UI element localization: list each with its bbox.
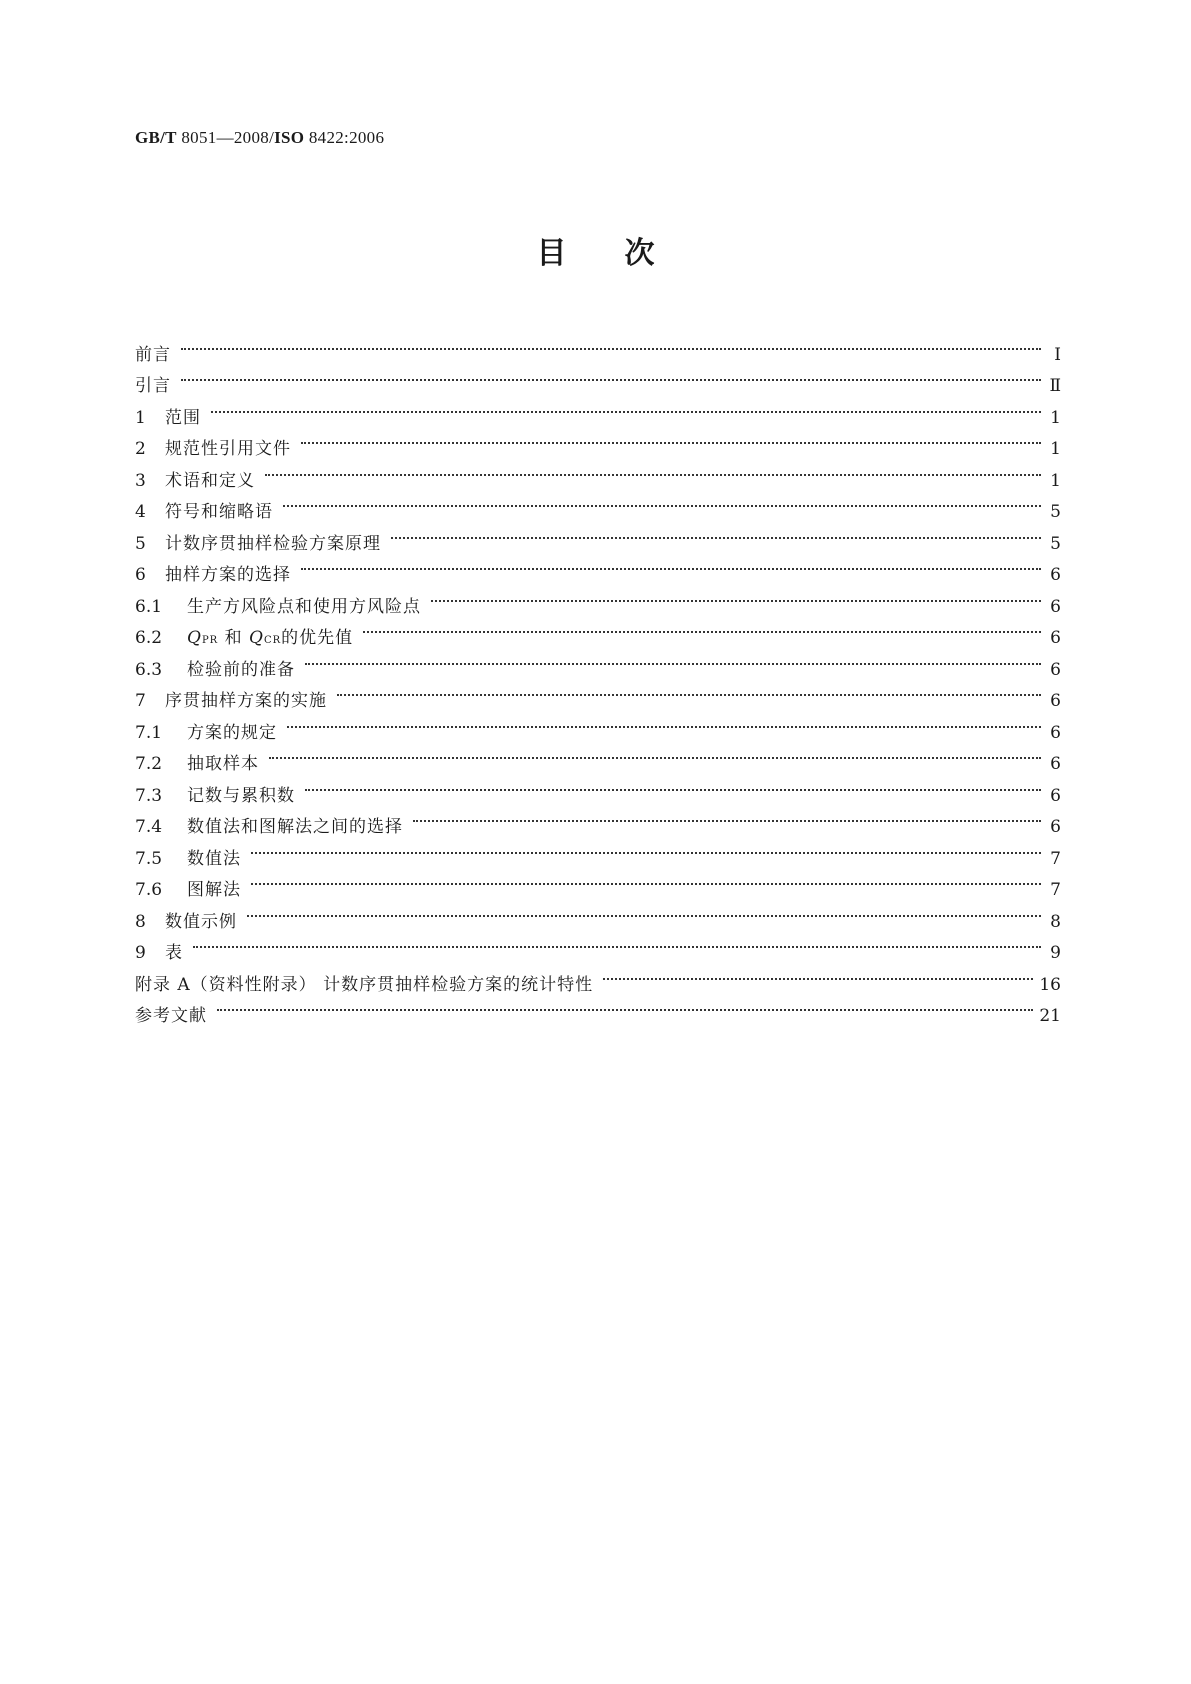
toc-heading: 目次: [536, 236, 713, 271]
toc-entry-7-6[interactable]: [135, 864, 1061, 900]
toc-entry-page: 6: [1050, 722, 1061, 743]
toc-entry-page: 5: [1050, 502, 1061, 522]
toc-entry-page: 9: [1050, 943, 1061, 963]
toc-entry-3[interactable]: [135, 454, 1061, 491]
toc-entry-title: 抽取样本: [187, 754, 259, 774]
toc-entry-number: 3: [135, 470, 146, 491]
toc-entry-number: 7.4: [135, 817, 163, 837]
toc-entry-number: 7.6: [135, 880, 163, 900]
toc-entry-page: 21: [1039, 1006, 1061, 1026]
toc-entry-7-3[interactable]: [135, 769, 1061, 806]
toc-entry-7-2[interactable]: [135, 738, 1061, 774]
toc-entry-title: 符号和缩略语: [165, 502, 273, 522]
table-of-contents: [135, 328, 1061, 1026]
iso-number: 8422:2006: [304, 128, 385, 147]
preferred-values-text: 的优先值: [281, 628, 354, 648]
toc-entry-foreword[interactable]: [135, 328, 1061, 365]
toc-entry-title: 附录 A（资料性附录） 计数序贯抽样检验方案的统计特性: [135, 974, 594, 995]
toc-entry-title: 前言: [135, 344, 171, 365]
standard-code-header: [135, 128, 384, 148]
toc-leader-dots: [301, 423, 1041, 455]
toc-entry-annex-a[interactable]: [135, 958, 1061, 995]
toc-entry-4[interactable]: [135, 486, 1061, 522]
q-pr-symbol: Q: [187, 628, 202, 648]
toc-entry-number: 7.2: [135, 754, 163, 774]
standard-prefix: GB/T: [135, 128, 177, 147]
toc-entry-page: 6: [1050, 754, 1061, 774]
toc-leader-dots: [603, 958, 1033, 990]
toc-entry-page: 5: [1050, 533, 1061, 554]
toc-entry-page: Ⅰ: [1054, 344, 1061, 365]
toc-entry-bibliography[interactable]: [135, 990, 1061, 1026]
toc-leader-dots: [301, 549, 1041, 581]
toc-entry-number: 4: [135, 502, 146, 522]
toc-leader-dots: [181, 360, 1041, 392]
toc-entry-title: 生产方风险点和使用方风险点: [187, 596, 421, 617]
toc-entry-page: 16: [1039, 974, 1061, 995]
toc-leader-dots: [337, 675, 1041, 707]
toc-entry-title: 范围: [165, 407, 201, 428]
toc-leader-dots: [305, 643, 1041, 675]
toc-entry-number: 7.1: [135, 722, 163, 743]
toc-entry-number: 5: [135, 533, 146, 554]
toc-leader-dots: [181, 328, 1041, 360]
toc-entry-5[interactable]: [135, 517, 1061, 554]
toc-entry-page: 7: [1050, 848, 1061, 869]
toc-entry-introduction[interactable]: [135, 360, 1061, 396]
standard-number: 8051—2008/: [176, 128, 275, 147]
toc-entry-page: 6: [1050, 785, 1061, 806]
toc-entry-title: 规范性引用文件: [165, 439, 291, 459]
toc-entry-title: 检验前的准备: [187, 659, 295, 680]
toc-entry-number: 9: [135, 943, 146, 963]
toc-leader-dots: [363, 612, 1041, 644]
toc-entry-page: 1: [1050, 407, 1061, 428]
toc-entry-page: 6: [1050, 596, 1061, 617]
toc-entry-number: 6.1: [135, 596, 163, 617]
toc-entry-number: 6.3: [135, 659, 163, 680]
toc-entry-title: 参考文献: [135, 1006, 207, 1026]
toc-leader-dots: [287, 706, 1041, 738]
toc-entry-title: 数值法: [187, 848, 241, 869]
toc-entry-page: 1: [1050, 439, 1061, 459]
toc-leader-dots: [265, 454, 1041, 486]
toc-entry-title: 记数与累积数: [187, 785, 295, 806]
toc-leader-dots: [251, 864, 1041, 896]
toc-leader-dots: [269, 738, 1041, 770]
toc-entry-page: 6: [1050, 817, 1061, 837]
toc-leader-dots: [193, 927, 1041, 959]
toc-entry-page: 6: [1050, 628, 1061, 648]
toc-entry-title: 引言: [135, 376, 171, 396]
toc-leader-dots: [305, 769, 1041, 801]
toc-leader-dots: [211, 391, 1041, 423]
toc-entry-2[interactable]: [135, 423, 1061, 459]
toc-leader-dots: [217, 990, 1033, 1022]
toc-entry-7-5[interactable]: [135, 832, 1061, 869]
toc-entry-title: 抽样方案的选择: [165, 565, 291, 585]
toc-entry-page: Ⅱ: [1049, 376, 1061, 396]
toc-entry-number: 7.5: [135, 848, 163, 869]
toc-entry-number: 6: [135, 565, 146, 585]
q-cr-symbol: Q: [249, 628, 264, 648]
and-word: 和: [224, 628, 243, 648]
toc-leader-dots: [431, 580, 1041, 612]
toc-entry-number: 2: [135, 439, 146, 459]
toc-entry-title: 图解法: [187, 880, 241, 900]
toc-entry-8[interactable]: [135, 895, 1061, 932]
toc-entry-number: 6.2: [135, 628, 163, 648]
toc-leader-dots: [283, 486, 1041, 518]
toc-entry-page: 6: [1050, 691, 1061, 711]
toc-entry-number: 8: [135, 911, 146, 932]
toc-entry-title: 数值法和图解法之间的选择: [187, 817, 403, 837]
toc-entry-title: 数值示例: [165, 911, 237, 932]
toc-entry-page: 6: [1050, 659, 1061, 680]
toc-entry-9[interactable]: [135, 927, 1061, 963]
toc-entry-title: 术语和定义: [165, 470, 255, 491]
q-cr-subscript: CR: [263, 635, 282, 646]
toc-entry-page: 6: [1050, 565, 1061, 585]
toc-leader-dots: [413, 801, 1041, 833]
toc-entry-page: 8: [1050, 911, 1061, 932]
toc-entry-title: 表: [165, 943, 183, 963]
iso-prefix: ISO: [274, 128, 305, 147]
toc-entry-1[interactable]: [135, 391, 1061, 428]
q-pr-subscript: PR: [201, 635, 219, 646]
toc-leader-dots: [251, 832, 1041, 864]
toc-entry-number: 7: [135, 691, 146, 711]
toc-entry-title: 方案的规定: [187, 722, 277, 743]
toc-entry-page: 7: [1050, 880, 1061, 900]
toc-entry-title: 序贯抽样方案的实施: [165, 691, 327, 711]
toc-leader-dots: [247, 895, 1041, 927]
toc-entry-number: 1: [135, 407, 146, 428]
toc-leader-dots: [391, 517, 1041, 549]
toc-entry-title: 计数序贯抽样检验方案原理: [165, 533, 381, 554]
toc-entry-number: 7.3: [135, 785, 163, 806]
toc-entry-page: 1: [1050, 470, 1061, 491]
